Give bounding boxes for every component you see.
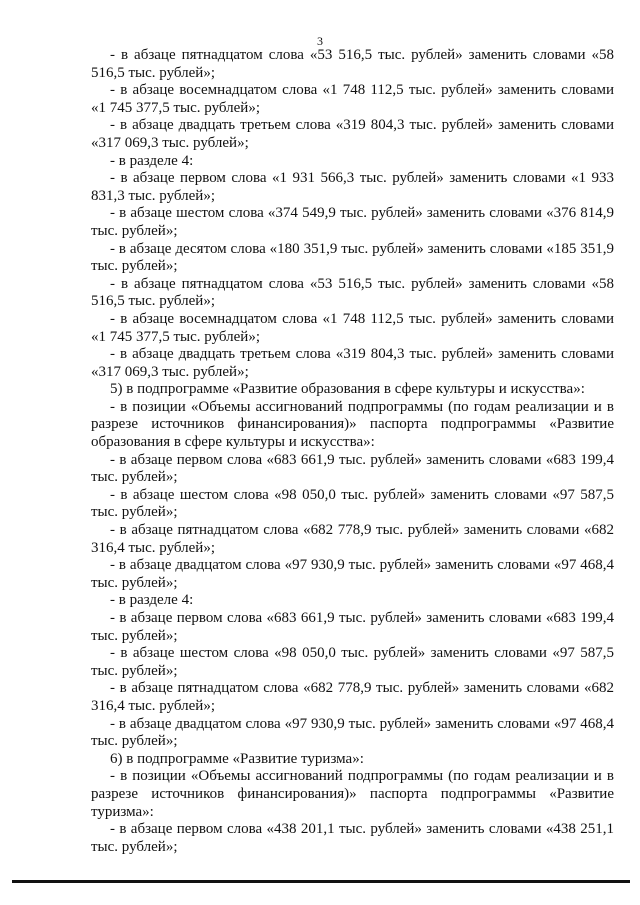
paragraph: 5) в подпрограмме «Развитие образования в сфере культуры и искусства»: [110,381,585,398]
paragraph: - в разделе 4: [110,592,194,609]
bottom-border [12,880,630,883]
paragraph: - в абзаце пятнадцатом слова «682 778,9 тыс. рублей» заменить словами «682 316,4 тыс. рублей»; [91,522,614,556]
paragraph: - в разделе 4: [110,152,194,169]
paragraph: - в абзаце пятнадцатом слова «682 778,9 тыс. рублей» заменить словами «682 316,4 тыс. рублей»; [91,680,614,714]
paragraph: - в абзаце двадцать третьем слова «319 804,3 тыс. рублей» заменить словами «317 069,3 тыс. рублей»; [91,346,614,380]
paragraph: - в абзаце пятнадцатом слова «53 516,5 тыс. рублей» заменить словами «58 516,5 тыс. рублей»; [91,275,614,310]
paragraph: - в абзаце десятом слова «180 351,9 тыс. рублей» заменить словами «185 351,9 тыс. рублей»; [91,240,614,275]
paragraph: - в абзаце восемнадцатом слова «1 748 112,5 тыс. рублей» заменить словами «1 745 377,5 тыс. рублей»; [91,310,614,345]
document-body [91,47,614,856]
paragraph: - в абзаце первом слова «683 661,9 тыс. рублей» заменить словами «683 199,4 тыс. рублей»; [91,610,614,644]
paragraph: - в абзаце первом слова «438 201,1 тыс. рублей» заменить словами «438 251,1 тыс. рублей»; [91,821,614,855]
page-number: 3 [317,34,323,48]
paragraph: - в абзаце пятнадцатом слова «53 516,5 тыс. рублей» заменить словами «58 516,5 тыс. рублей»; [91,47,614,81]
paragraph: - в абзаце двадцатом слова «97 930,9 тыс. рублей» заменить словами «97 468,4 тыс. рублей»; [91,557,614,591]
paragraph: - в абзаце двадцатом слова «97 930,9 тыс. рублей» заменить словами «97 468,4 тыс. рублей»; [91,715,614,750]
paragraph: - в позиции «Объемы ассигнований подпрограммы (по годам реализации и в разрезе источников финансирования)» паспорта подпрограммы «Развитие туризма»: [91,768,614,820]
paragraph: 6) в подпрограмме «Развитие туризма»: [110,750,364,767]
paragraph: - в абзаце первом слова «1 931 566,3 тыс. рублей» заменить словами «1 933 831,3 тыс. рублей»; [91,170,614,204]
paragraph: - в абзаце шестом слова «98 050,0 тыс. рублей» заменить словами «97 587,5 тыс. рублей»; [91,645,614,679]
paragraph: - в позиции «Объемы ассигнований подпрограммы (по годам реализации и в разрезе источников финансирования)» паспорта подпрограммы «Развитие образования в сфере культуры и искусства»: [91,398,614,451]
paragraph: - в абзаце восемнадцатом слова «1 748 112,5 тыс. рублей» заменить словами «1 745 377,5 тыс. рублей»; [91,82,614,116]
paragraph: - в абзаце шестом слова «98 050,0 тыс. рублей» заменить словами «97 587,5 тыс. рублей»; [91,486,614,521]
paragraph: - в абзаце первом слова «683 661,9 тыс. рублей» заменить словами «683 199,4 тыс. рублей»; [91,451,614,486]
paragraph: - в абзаце двадцать третьем слова «319 804,3 тыс. рублей» заменить словами «317 069,3 тыс. рублей»; [91,117,614,151]
paragraph: - в абзаце шестом слова «374 549,9 тыс. рублей» заменить словами «376 814,9 тыс. рублей»; [91,205,614,239]
